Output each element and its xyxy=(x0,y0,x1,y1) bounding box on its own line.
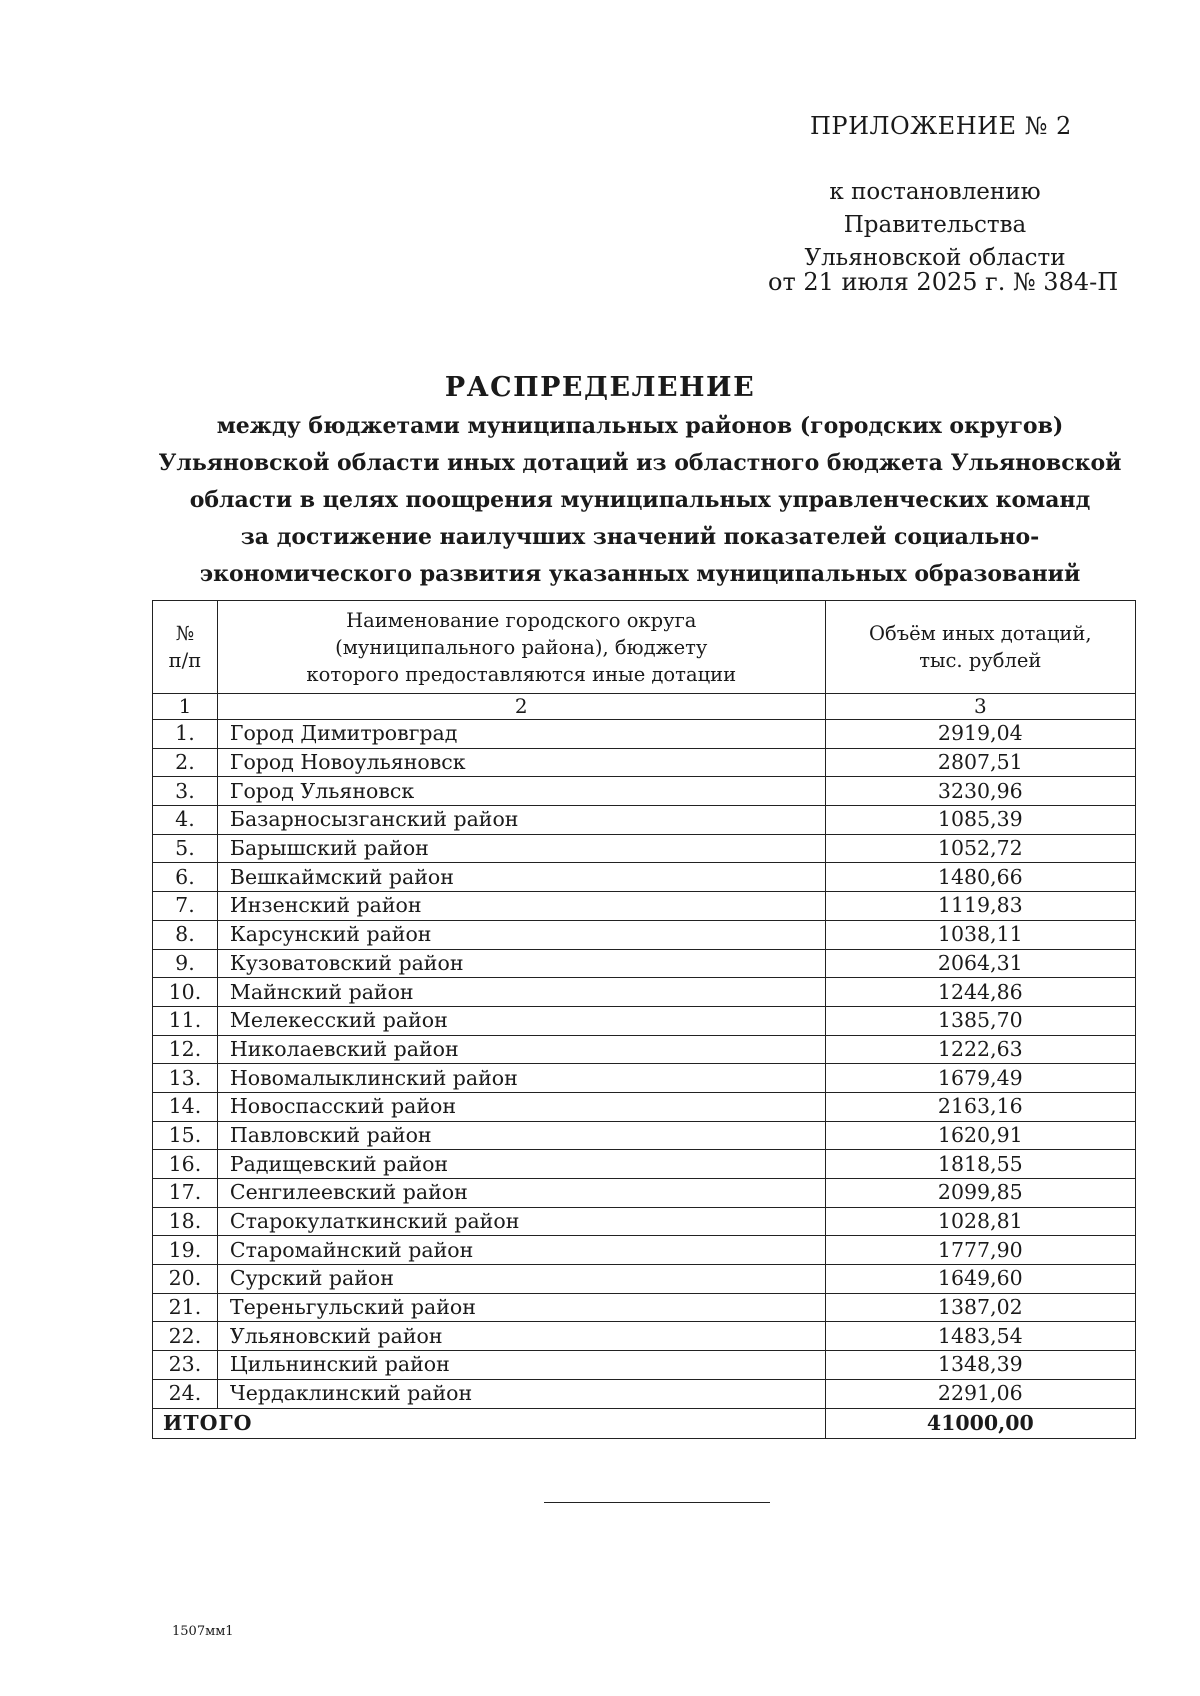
document-subtitle xyxy=(150,408,1130,593)
table-row xyxy=(153,1121,1136,1150)
row-number: 23. xyxy=(153,1351,218,1380)
row-volume: 1052,72 xyxy=(825,834,1135,863)
document-title: РАСПРЕДЕЛЕНИЕ xyxy=(444,372,756,403)
row-volume: 1385,70 xyxy=(825,1006,1135,1035)
row-name: Город Ульяновск xyxy=(217,777,825,806)
row-name: Павловский район xyxy=(217,1121,825,1150)
row-number: 13. xyxy=(153,1064,218,1093)
annex-title: ПРИЛОЖЕНИЕ № 2 xyxy=(810,112,1072,140)
row-number: 22. xyxy=(153,1322,218,1351)
row-number: 8. xyxy=(153,920,218,949)
row-number: 1. xyxy=(153,720,218,749)
row-volume: 1818,55 xyxy=(825,1150,1135,1179)
table-row xyxy=(153,1207,1136,1236)
table-header-row xyxy=(153,601,1136,694)
row-volume: 1244,86 xyxy=(825,978,1135,1007)
row-number: 16. xyxy=(153,1150,218,1179)
table-row xyxy=(153,1064,1136,1093)
table-row xyxy=(153,1379,1136,1408)
row-volume: 1119,83 xyxy=(825,892,1135,921)
row-number: 7. xyxy=(153,892,218,921)
annex-reference-line: Ульяновской области xyxy=(804,245,1066,271)
table-row xyxy=(153,978,1136,1007)
table-row xyxy=(153,748,1136,777)
subtitle-line: между бюджетами муниципальных районов (городских округов) xyxy=(216,413,1064,439)
row-number: 10. xyxy=(153,978,218,1007)
table-row xyxy=(153,892,1136,921)
header-name xyxy=(217,601,825,694)
row-volume: 1480,66 xyxy=(825,863,1135,892)
table-row xyxy=(153,863,1136,892)
row-volume: 1679,49 xyxy=(825,1064,1135,1093)
column-index-row xyxy=(153,694,1136,720)
row-name: Николаевский район xyxy=(217,1035,825,1064)
row-name: Кузоватовский район xyxy=(217,949,825,978)
subtitle-line: Ульяновской области иных дотаций из областного бюджета Ульяновской xyxy=(158,450,1122,476)
subtitle-line: экономического развития указанных муниципальных образований xyxy=(199,561,1081,587)
row-name: Новомалыклинский район xyxy=(217,1064,825,1093)
row-volume: 1777,90 xyxy=(825,1236,1135,1265)
row-name: Старомайнский район xyxy=(217,1236,825,1265)
row-volume: 1038,11 xyxy=(825,920,1135,949)
total-value: 41000,00 xyxy=(825,1408,1135,1438)
header-number xyxy=(153,601,218,694)
table-row xyxy=(153,1150,1136,1179)
row-volume: 2919,04 xyxy=(825,720,1135,749)
column-index: 2 xyxy=(217,694,825,720)
row-number: 24. xyxy=(153,1379,218,1408)
row-name: Сурский район xyxy=(217,1265,825,1294)
table-row xyxy=(153,777,1136,806)
row-name: Ульяновский район xyxy=(217,1322,825,1351)
table-row xyxy=(153,806,1136,835)
footer-divider xyxy=(544,1502,770,1503)
table-row xyxy=(153,1322,1136,1351)
header-name-line: которого предоставляются иные дотации xyxy=(306,662,737,686)
row-name: Инзенский район xyxy=(217,892,825,921)
row-number: 18. xyxy=(153,1207,218,1236)
table-row xyxy=(153,720,1136,749)
row-name: Базарносызганский район xyxy=(217,806,825,835)
row-volume: 2099,85 xyxy=(825,1179,1135,1208)
row-volume: 1483,54 xyxy=(825,1322,1135,1351)
row-number: 21. xyxy=(153,1293,218,1322)
subtitle-line: области в целях поощрения муниципальных управленческих команд xyxy=(189,487,1091,513)
total-label: ИТОГО xyxy=(153,1408,826,1438)
table-row xyxy=(153,1293,1136,1322)
row-number: 4. xyxy=(153,806,218,835)
row-number: 11. xyxy=(153,1006,218,1035)
table-row xyxy=(153,1006,1136,1035)
table-row xyxy=(153,949,1136,978)
header-volume-line: Объём иных дотаций, xyxy=(868,622,1092,645)
table-row xyxy=(153,1236,1136,1265)
table-row xyxy=(153,1179,1136,1208)
row-name: Старокулаткинский район xyxy=(217,1207,825,1236)
table-row xyxy=(153,1092,1136,1121)
row-name: Тереньгульский район xyxy=(217,1293,825,1322)
row-volume: 2807,51 xyxy=(825,748,1135,777)
header-name-line: Наименование городского округа xyxy=(346,608,697,632)
row-volume: 1028,81 xyxy=(825,1207,1135,1236)
row-name: Вешкаймский район xyxy=(217,863,825,892)
row-volume: 1348,39 xyxy=(825,1351,1135,1380)
row-volume: 1387,02 xyxy=(825,1293,1135,1322)
table-row xyxy=(153,1265,1136,1294)
row-volume: 2163,16 xyxy=(825,1092,1135,1121)
document-code: 1507мм1 xyxy=(172,1624,234,1639)
total-row xyxy=(153,1408,1136,1438)
table-row xyxy=(153,1351,1136,1380)
column-index: 1 xyxy=(153,694,218,720)
row-volume: 1620,91 xyxy=(825,1121,1135,1150)
row-number: 17. xyxy=(153,1179,218,1208)
subtitle-line: за достижение наилучших значений показателей социально- xyxy=(240,524,1040,550)
header-name-line: (муниципального района), бюджету xyxy=(335,635,708,659)
row-volume: 1085,39 xyxy=(825,806,1135,835)
row-number: 9. xyxy=(153,949,218,978)
row-number: 12. xyxy=(153,1035,218,1064)
row-volume: 3230,96 xyxy=(825,777,1135,806)
row-name: Новоспасский район xyxy=(217,1092,825,1121)
row-name: Чердаклинский район xyxy=(217,1379,825,1408)
row-name: Цильнинский район xyxy=(217,1351,825,1380)
row-volume: 1222,63 xyxy=(825,1035,1135,1064)
row-name: Майнский район xyxy=(217,978,825,1007)
row-name: Мелекесский район xyxy=(217,1006,825,1035)
row-number: 5. xyxy=(153,834,218,863)
table-row xyxy=(153,1035,1136,1064)
row-volume: 1649,60 xyxy=(825,1265,1135,1294)
table-row xyxy=(153,920,1136,949)
annex-date: от 21 июля 2025 г. № 384-П xyxy=(768,268,1119,296)
row-volume: 2064,31 xyxy=(825,949,1135,978)
row-volume: 2291,06 xyxy=(825,1379,1135,1408)
header-volume xyxy=(825,601,1135,694)
row-number: 19. xyxy=(153,1236,218,1265)
row-name: Сенгилеевский район xyxy=(217,1179,825,1208)
table-body xyxy=(153,694,1136,1439)
distribution-table xyxy=(152,600,1136,1439)
row-number: 20. xyxy=(153,1265,218,1294)
header-number-line: № xyxy=(175,622,195,645)
column-index: 3 xyxy=(825,694,1135,720)
row-number: 14. xyxy=(153,1092,218,1121)
row-number: 15. xyxy=(153,1121,218,1150)
row-number: 2. xyxy=(153,748,218,777)
row-name: Город Новоульяновск xyxy=(217,748,825,777)
header-volume-line: тыс. рублей xyxy=(919,649,1042,672)
annex-reference xyxy=(735,176,1135,275)
row-number: 3. xyxy=(153,777,218,806)
annex-reference-line: к постановлению Правительства xyxy=(829,179,1041,238)
row-name: Радищевский район xyxy=(217,1150,825,1179)
row-name: Карсунский район xyxy=(217,920,825,949)
row-name: Город Димитровград xyxy=(217,720,825,749)
row-number: 6. xyxy=(153,863,218,892)
row-name: Барышский район xyxy=(217,834,825,863)
header-number-line: п/п xyxy=(168,649,202,672)
table-row xyxy=(153,834,1136,863)
